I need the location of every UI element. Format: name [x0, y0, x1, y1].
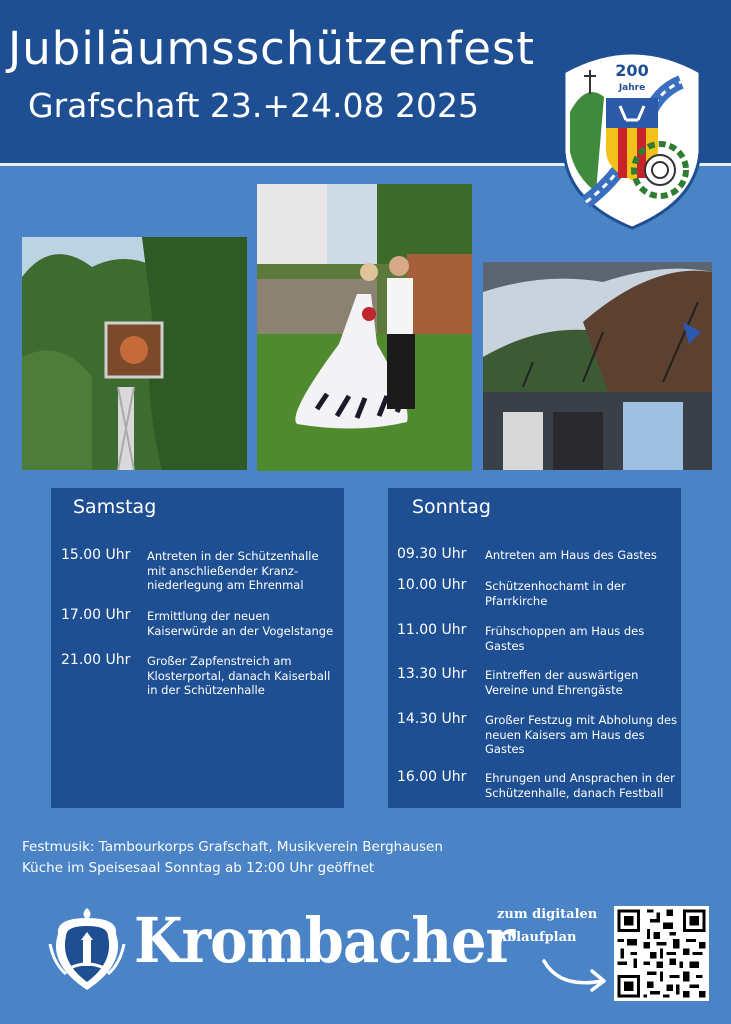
saturday-schedule-panel	[51, 488, 344, 808]
schedule-entry	[397, 668, 679, 698]
event-date-subtitle: Grafschaft 23.+24.08 2025	[28, 86, 479, 125]
entry-description: Ehrungen und Ansprachen in der Schützenhalle, danach Festball	[485, 771, 675, 800]
entry-time: 11.00 Uhr	[397, 622, 467, 638]
sponsor-wordmark: Krombacher	[134, 905, 515, 978]
qr-caption-line2: Ablaufplan	[497, 930, 577, 945]
page-title: Jubiläumsschützenfest	[8, 22, 536, 75]
crest-number: 200	[615, 61, 649, 80]
entry-time: 21.00 Uhr	[61, 652, 131, 668]
entry-time: 09.30 Uhr	[397, 546, 467, 562]
entry-time: 16.00 Uhr	[397, 769, 467, 785]
entry-time: 17.00 Uhr	[61, 607, 131, 623]
schedule-entry	[397, 624, 679, 654]
entry-description: Antreten am Haus des Gastes	[485, 548, 657, 562]
schedule-entry	[61, 549, 341, 594]
sunday-schedule-panel	[388, 488, 681, 808]
emperor-couple-photo	[257, 184, 472, 471]
entry-description: Antreten in der Schützenhalle mit anschließender Kranz-niederlegung am Ehrenmal	[147, 549, 319, 592]
schedule-entry	[61, 654, 341, 699]
entry-time: 15.00 Uhr	[61, 547, 131, 563]
bird-target-photo	[22, 237, 247, 470]
schedule-entry	[397, 579, 679, 609]
krombacher-crest-icon	[46, 904, 128, 992]
music-info: Festmusik: Tambourkorps Grafschaft, Musikverein Berghausen	[22, 839, 443, 855]
entry-description: Ermittlung der neuen Kaiserwürde an der Vogelstange	[147, 609, 334, 638]
saturday-heading: Samstag	[73, 496, 157, 518]
entry-description: Großer Festzug mit Abholung des neuen Kaisers am Haus des Gastes	[485, 713, 678, 756]
qr-caption-line1: zum digitalen	[497, 907, 598, 922]
entry-time: 13.30 Uhr	[397, 666, 467, 682]
arrow-right-icon	[540, 955, 612, 995]
schedule-entry	[397, 771, 679, 801]
entry-description: Schützenhochamt in der Pfarrkirche	[485, 579, 626, 608]
kitchen-info: Küche im Speisesaal Sonntag ab 12:00 Uhr geöffnet	[22, 860, 375, 876]
anniversary-crest-icon	[556, 42, 708, 232]
entry-description: Eintreffen der auswärtigen Vereine und Ehrengäste	[485, 668, 639, 697]
crest-word: Jahre	[618, 83, 646, 93]
entry-description: Frühschoppen am Haus des Gastes	[485, 624, 645, 653]
sunday-heading: Sonntag	[412, 496, 491, 518]
entry-description: Großer Zapfenstreich am Klosterportal, danach Kaiserball in der Schützenhalle	[147, 654, 331, 697]
schedule-entry	[61, 609, 341, 639]
entry-time: 10.00 Uhr	[397, 577, 467, 593]
entry-time: 14.30 Uhr	[397, 711, 467, 727]
schedule-entry	[397, 713, 679, 758]
qr-code[interactable]	[614, 906, 709, 1001]
schedule-entry	[397, 548, 679, 568]
parade-photo	[483, 262, 712, 470]
